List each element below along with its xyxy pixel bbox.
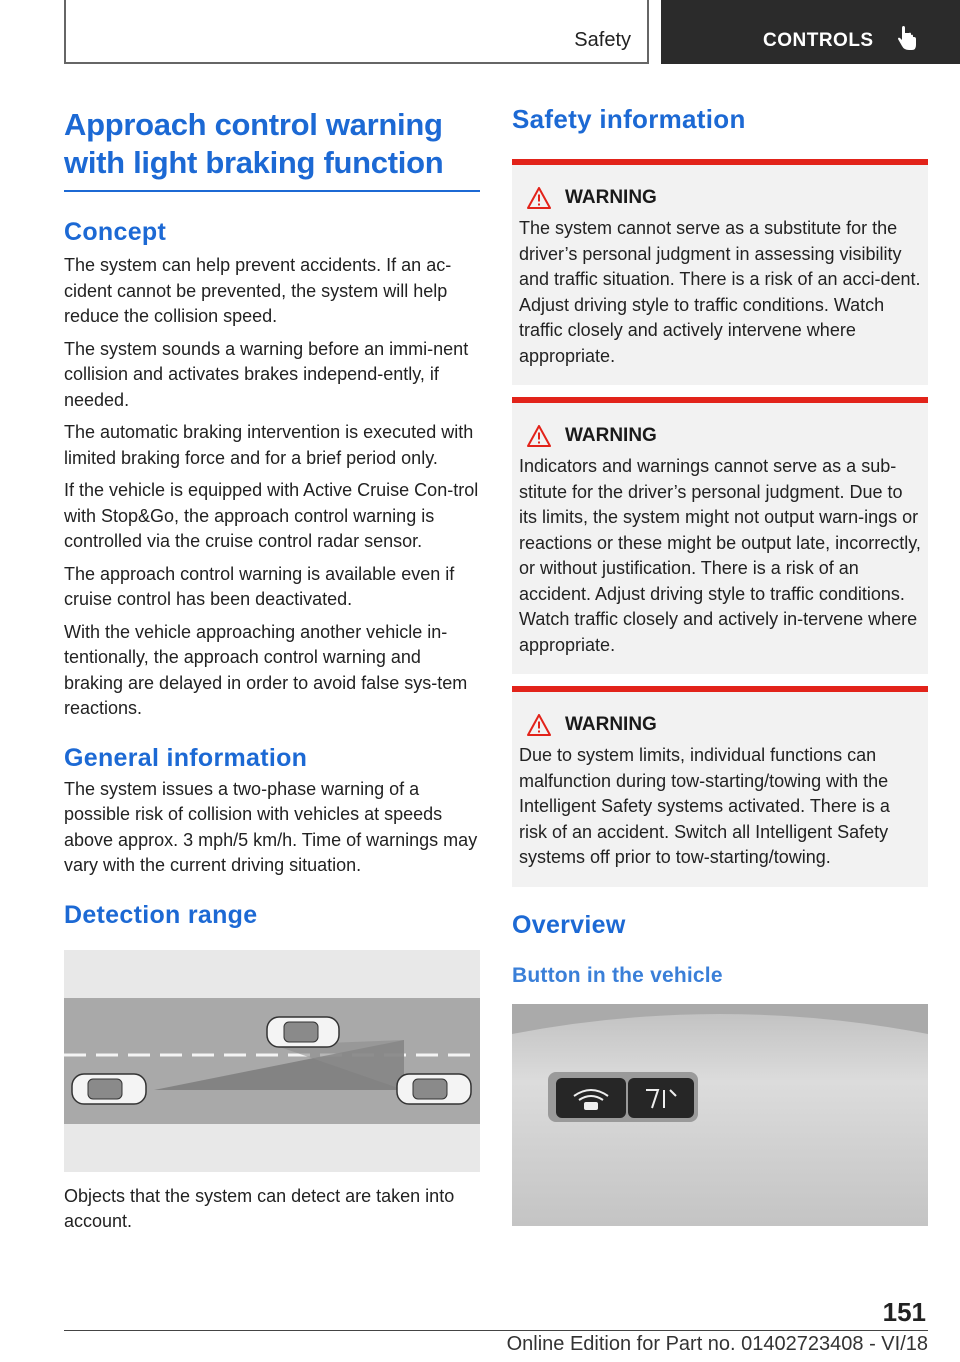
vehicle-button-drawing bbox=[512, 1004, 928, 1226]
warning-label: WARNING bbox=[565, 425, 657, 446]
concept-paragraph: The approach control warning is available even if cruise control has been deactivated. bbox=[64, 563, 455, 609]
warning-box bbox=[512, 159, 928, 385]
title-rule bbox=[64, 190, 480, 192]
safety-information-heading: Safety information bbox=[512, 104, 746, 134]
header-section-label: Safety bbox=[574, 29, 631, 51]
detection-range-drawing bbox=[64, 950, 480, 1172]
approach-warning-button[interactable] bbox=[556, 1078, 626, 1118]
concept-paragraph: With the vehicle approaching another vehicle in-tentionally, the approach control warning and braking are delayed in order to avoid false sys-tem reactions. bbox=[64, 621, 468, 718]
left-column bbox=[64, 100, 480, 1235]
warning-text: The system cannot serve as a substitute for the driver’s personal judgment in assessing visibility and traffic situation. There is a risk of an acci-dent. Adjust driving style to traffic conditions. Watch traffic closely and actively intervene where appropriate. bbox=[519, 218, 921, 366]
warning-triangle-icon bbox=[527, 714, 551, 736]
warning-label: WARNING bbox=[565, 714, 657, 735]
warning-title bbox=[519, 425, 922, 447]
warning-title bbox=[519, 714, 922, 736]
detection-range-heading: Detection range bbox=[64, 900, 258, 929]
warning-text: Indicators and warnings cannot serve as a sub-stitute for the driver’s personal judgment. Due to its limits, the system might not output warn-ings or reactions or these might be output late, incorrectly, or without justification. There is a risk of an accident. Adjust driving style to traffic conditions. Watch traffic closely and actively in-tervene where appropriate. bbox=[519, 456, 921, 655]
detection-range-illustration bbox=[64, 950, 480, 1172]
warning-text: Due to system limits, individual functions can malfunction during tow-starting/towing with the Intelligent Safety systems activated. There is a risk of an accident. Switch all Intelligent Safety systems off prior to tow-starting/towing. bbox=[519, 745, 890, 867]
button-in-vehicle-heading: Button in the vehicle bbox=[512, 963, 723, 987]
footer-edition: Online Edition for Part no. 01402723408 - VI/18 bbox=[506, 1333, 928, 1355]
warning-label: WARNING bbox=[565, 187, 657, 208]
warning-box bbox=[512, 397, 928, 674]
car-icon bbox=[72, 1074, 146, 1104]
header-section-box bbox=[64, 0, 649, 64]
pointing-hand-icon bbox=[896, 26, 918, 52]
vehicle-button-photo bbox=[512, 1004, 928, 1226]
warning-box bbox=[512, 686, 928, 887]
warning-triangle-icon bbox=[527, 425, 551, 447]
page-number: 151 bbox=[882, 1297, 926, 1327]
warning-triangle-icon bbox=[527, 187, 551, 209]
detection-range-caption: Objects that the system can detect are taken into account. bbox=[64, 1185, 455, 1231]
warning-title bbox=[519, 187, 922, 209]
overview-heading: Overview bbox=[512, 910, 626, 939]
general-information-heading: General information bbox=[64, 743, 308, 772]
concept-paragraph: The system can help prevent accidents. If an ac-cident cannot be prevented, the system will help reduce the collision speed. bbox=[64, 255, 452, 326]
concept-paragraph: The system sounds a warning before an immi-nent collision and activates brakes independ-ently, if needed. bbox=[64, 338, 469, 410]
page-title: Approach control warning with light braking function bbox=[64, 107, 444, 180]
general-information-paragraph: The system issues a two-phase warning of a possible risk of collision with vehicles at speeds above approx. 3 mph/5 km/h. Time of warnings may vary with the current driving situation. bbox=[64, 778, 478, 875]
right-column bbox=[512, 100, 928, 1226]
header-chapter-label: CONTROLS bbox=[763, 30, 874, 51]
concept-paragraph: The automatic braking intervention is executed with limited braking force and for a brief period only. bbox=[64, 422, 474, 468]
header-chapter-tab bbox=[661, 0, 960, 64]
car-icon bbox=[397, 1074, 471, 1104]
concept-heading: Concept bbox=[64, 218, 167, 246]
footer-rule bbox=[64, 1330, 928, 1331]
concept-paragraph: If the vehicle is equipped with Active Cruise Con-trol with Stop&Go, the approach control warning is controlled via the cruise control radar sensor. bbox=[64, 480, 479, 551]
car-icon bbox=[267, 1017, 339, 1047]
lane-departure-button[interactable] bbox=[628, 1078, 694, 1118]
